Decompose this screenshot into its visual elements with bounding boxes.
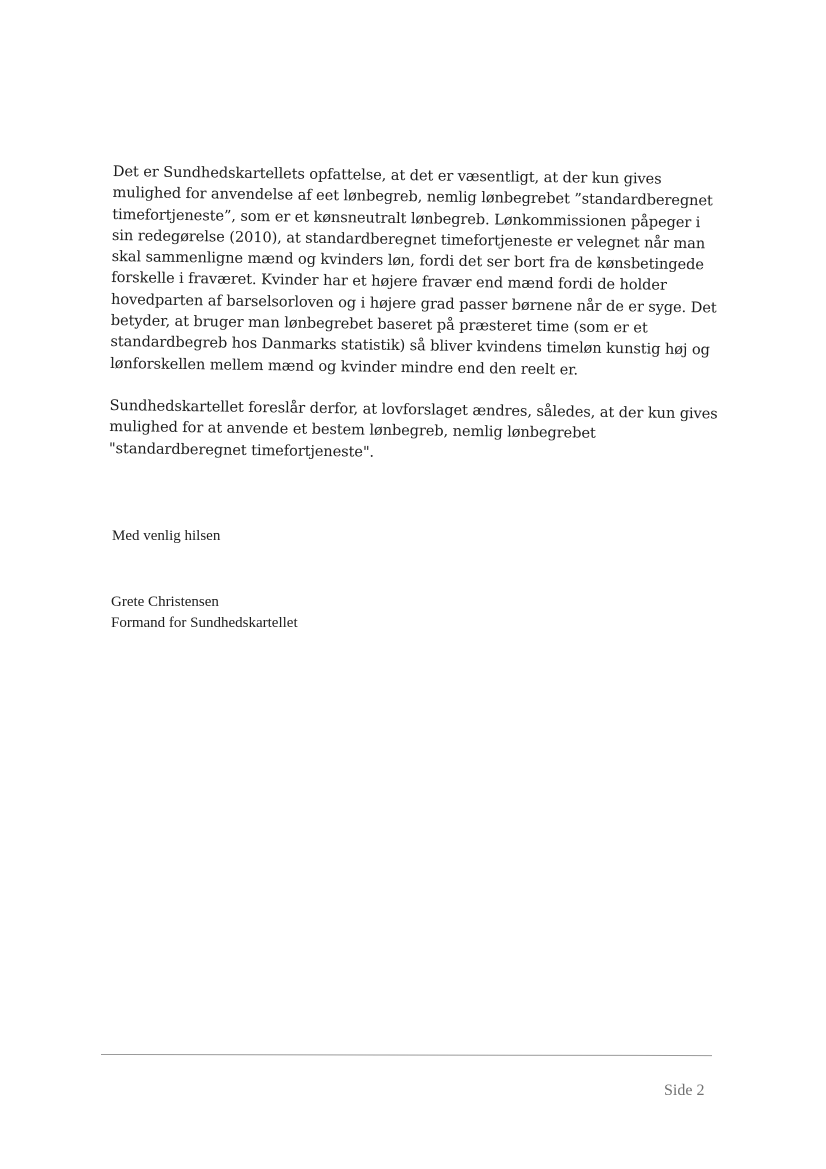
body-paragraph-lonbegreb: Det er Sundhedskartellets opfattelse, at det er væsentligt, at der kun gives mulighed for anvendelse af eet lønbegreb, nemlig lønbegrebet ”standardberegnet timefortjeneste”, som er et kønsneutralt lønbegreb. Lønkommissionen påpeger i sin redegørelse (2010), at standardberegnet timefortjeneste er velegnet når man skal sammenligne mænd og kvinders løn, fordi det ser bort fra de kønsbetingede forskelle i fraværet. Kvinder har et højere fravær end mænd fordi de holder hovedparten af barselsorloven og i højere grad passer børnene når de er syge. Det betyder, at bruger man lønbegrebet baseret på præsteret time (som er et standardbegreb hos Danmarks statistik) så bliver kvindens timeløn kunstig høj og lønforskellen mellem mænd og kvinder mindre end den reelt er. <box>110 162 717 379</box>
page-number: Side 2 <box>664 1082 705 1099</box>
signature-block <box>111 592 298 634</box>
footer-divider <box>101 1054 712 1056</box>
closing-salutation: Med venlig hilsen <box>112 528 221 544</box>
signatory-title: Formand for Sundhedskartellet <box>111 615 298 631</box>
signatory-name: Grete Christensen <box>111 594 219 610</box>
letter-body <box>109 161 723 467</box>
body-paragraph-proposal: Sundhedskartellet foreslår derfor, at lovforslaget ændres, således, at der kun gives mulighed for at anvende et bestem lønbegreb, nemlig lønbegrebet "standardberegnet timefortjeneste". <box>108 396 718 461</box>
